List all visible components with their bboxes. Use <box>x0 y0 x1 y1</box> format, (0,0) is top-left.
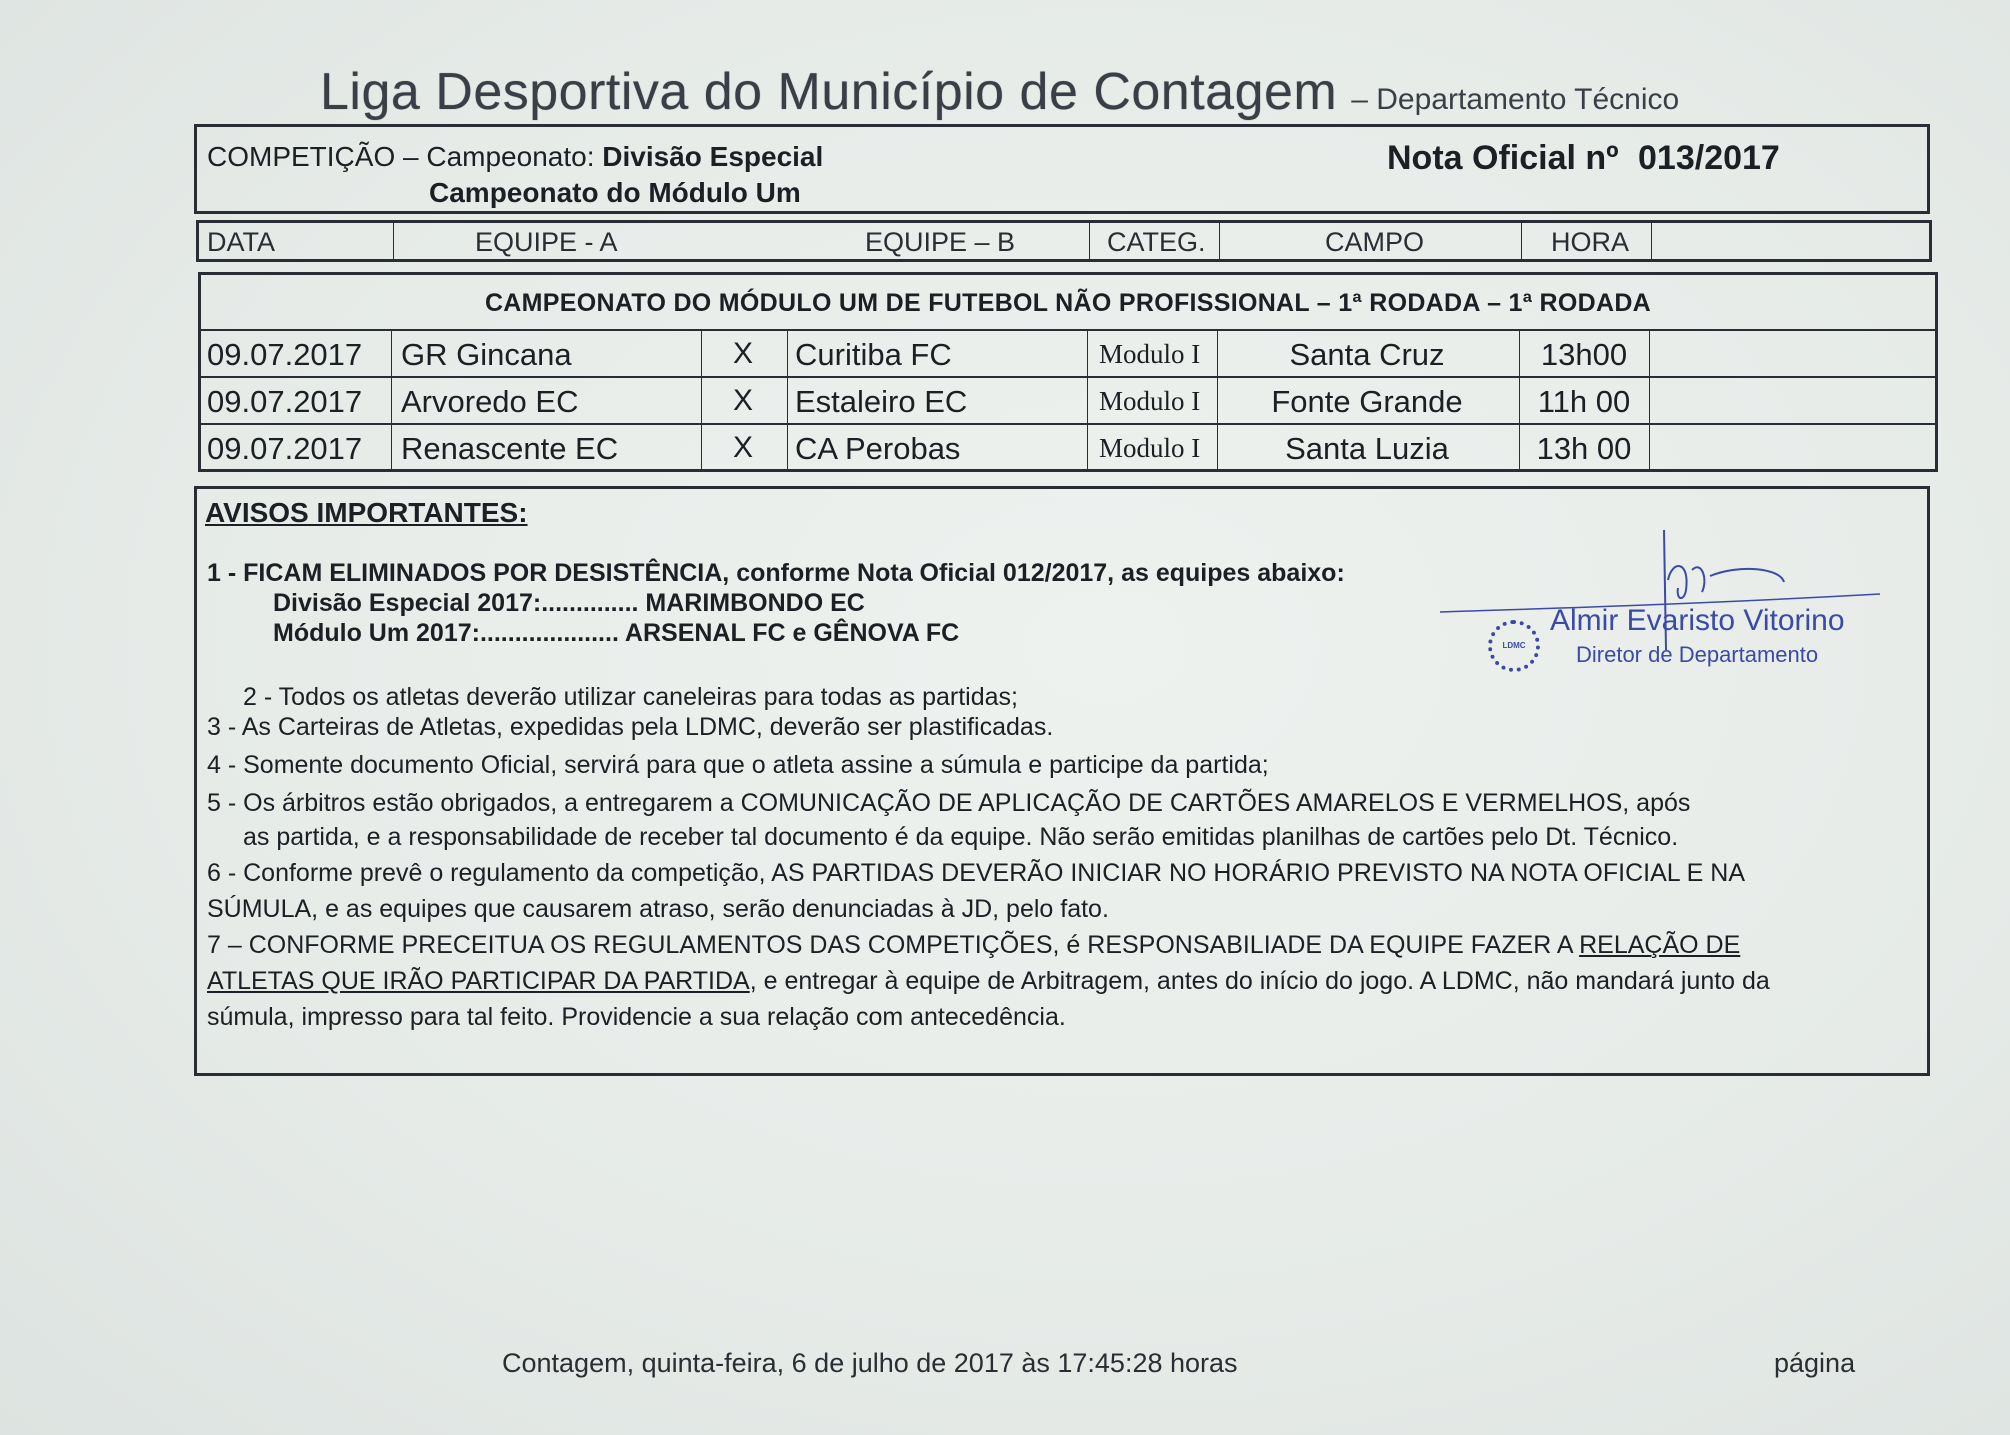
official-note-number: 013/2017 <box>1638 139 1780 177</box>
signature-stamp <box>1440 530 1880 680</box>
col-header-hora: HORA <box>1551 227 1630 257</box>
notice-item-1: 1 - FICAM ELIMINADOS POR DESISTÊNCIA, conforme Nota Oficial 012/2017, as equipes abaixo: <box>207 559 1345 587</box>
column-divider <box>1651 223 1652 259</box>
col-header-data: DATA <box>207 227 276 257</box>
game-vs: X <box>733 431 754 464</box>
table-row <box>201 329 1935 378</box>
competition-name: Divisão Especial <box>602 141 824 172</box>
game-vs: X <box>733 384 754 417</box>
games-table <box>198 272 1938 472</box>
game-team-a: Renascente EC <box>401 431 619 466</box>
notice-item-7-line2 <box>207 967 1770 996</box>
game-category: Modulo I <box>1099 386 1201 416</box>
league-name: Liga Desportiva do Município de Contagem <box>320 63 1338 121</box>
table-row <box>201 376 1935 425</box>
col-header-categ: CATEG. <box>1107 227 1206 257</box>
game-time: 13h 00 <box>1536 431 1632 466</box>
game-category: Modulo I <box>1099 433 1201 463</box>
games-table-title: CAMPEONATO DO MÓDULO UM DE FUTEBOL NÃO PROFISSIONAL – 1ª RODADA – 1ª RODADA <box>484 289 1652 317</box>
game-date: 09.07.2017 <box>207 431 363 466</box>
game-team-b: Estaleiro EC <box>795 384 968 419</box>
col-header-team-b: EQUIPE – B <box>865 227 1016 257</box>
footer-page-label: página <box>1774 1348 1856 1378</box>
game-vs: X <box>733 337 754 370</box>
notice-item-1-modulo: Módulo Um 2017:.................... ARSENAL FC e GÊNOVA FC <box>273 619 960 647</box>
notice-item-1-divisao: Divisão Especial 2017:.............. MARIMBONDO EC <box>273 589 865 617</box>
table-row <box>201 423 1935 472</box>
official-note-label: Nota Oficial nº <box>1387 139 1619 177</box>
competition-subname: Campeonato do Módulo Um <box>429 177 801 208</box>
notice-item-6-line1: 6 - Conforme prevê o regulamento da competição, AS PARTIDAS DEVERÃO INICIAR NO HORÁRIO PREVISTO NA NOTA OFICIAL E NA <box>207 859 1746 887</box>
game-date: 09.07.2017 <box>207 337 363 372</box>
game-field: Santa Luzia <box>1285 431 1449 466</box>
column-header-box <box>196 220 1932 262</box>
notice-item-4: 4 - Somente documento Oficial, servirá para que o atleta assine a súmula e participe da partida; <box>207 751 1269 779</box>
game-field: Santa Cruz <box>1289 337 1445 372</box>
column-divider <box>393 223 394 259</box>
competition-box <box>194 124 1930 214</box>
game-category: Modulo I <box>1099 339 1201 369</box>
col-header-team-a: EQUIPE - A <box>475 227 618 257</box>
notice-item-7-line3: súmula, impresso para tal feito. Providencie a sua relação com antecedência. <box>207 1003 1066 1031</box>
competition-label: COMPETIÇÃO – Campeonato: <box>207 141 595 172</box>
notice-item-5-line2: as partida, e a responsabilidade de receber tal documento é da equipe. Não serão emitidas planilhas de cartões pelo Dt. Técnico. <box>243 823 1679 851</box>
notice-item-7-text: 7 – CONFORME PRECEITUA OS REGULAMENTOS DAS COMPETIÇÕES, é RESPONSABILIADE DA EQUIPE FAZER A <box>207 931 1580 959</box>
official-note <box>1387 139 1780 178</box>
signer-role: Diretor de Departamento <box>1576 642 1819 667</box>
game-date: 09.07.2017 <box>207 384 363 419</box>
document-title <box>320 62 1679 122</box>
notices-title: AVISOS IMPORTANTES: <box>205 497 528 528</box>
col-header-campo: CAMPO <box>1325 227 1425 257</box>
notice-item-6-line2: SÚMULA, e as equipes que causarem atraso, serão denunciadas à JD, pelo fato. <box>207 895 1109 923</box>
notice-item-7-underlined-2: ATLETAS QUE IRÃO PARTICIPAR DA PARTIDA <box>207 967 750 995</box>
notice-item-3: 3 - As Carteiras de Atletas, expedidas pela LDMC, deverão ser plastificadas. <box>207 713 1054 741</box>
game-time: 13h00 <box>1540 337 1628 372</box>
ldmc-logo: LDMC <box>1488 620 1540 672</box>
game-time: 11h 00 <box>1537 384 1631 419</box>
game-team-b: CA Perobas <box>795 431 961 466</box>
signer-name: Almir Evaristo Vitorino <box>1550 604 1845 637</box>
column-divider <box>1089 223 1090 259</box>
footer-datetime: Contagem, quinta-feira, 6 de julho de 2017 às 17:45:28 horas <box>502 1348 1238 1378</box>
game-team-b: Curitiba FC <box>795 337 952 372</box>
game-team-a: GR Gincana <box>401 337 572 372</box>
notice-item-7-line1 <box>207 931 1740 960</box>
notice-item-2: 2 - Todos os atletas deverão utilizar caneleiras para todas as partidas; <box>243 683 1018 711</box>
competition-line <box>207 141 823 173</box>
column-divider <box>1219 223 1220 259</box>
notice-item-7-underlined: RELAÇÃO DE <box>1579 931 1741 959</box>
game-field: Fonte Grande <box>1271 384 1463 419</box>
column-divider <box>1521 223 1522 259</box>
game-team-a: Arvoredo EC <box>401 384 579 419</box>
department-name: – Departamento Técnico <box>1351 83 1680 116</box>
notice-item-7-text-2: , e entregar à equipe de Arbitragem, antes do início do jogo. A LDMC, não mandará junto da <box>749 967 1770 995</box>
notice-item-5-line1: 5 - Os árbitros estão obrigados, a entregarem a COMUNICAÇÃO DE APLICAÇÃO DE CARTÕES AMARELOS E VERMELHOS, após <box>207 789 1691 817</box>
